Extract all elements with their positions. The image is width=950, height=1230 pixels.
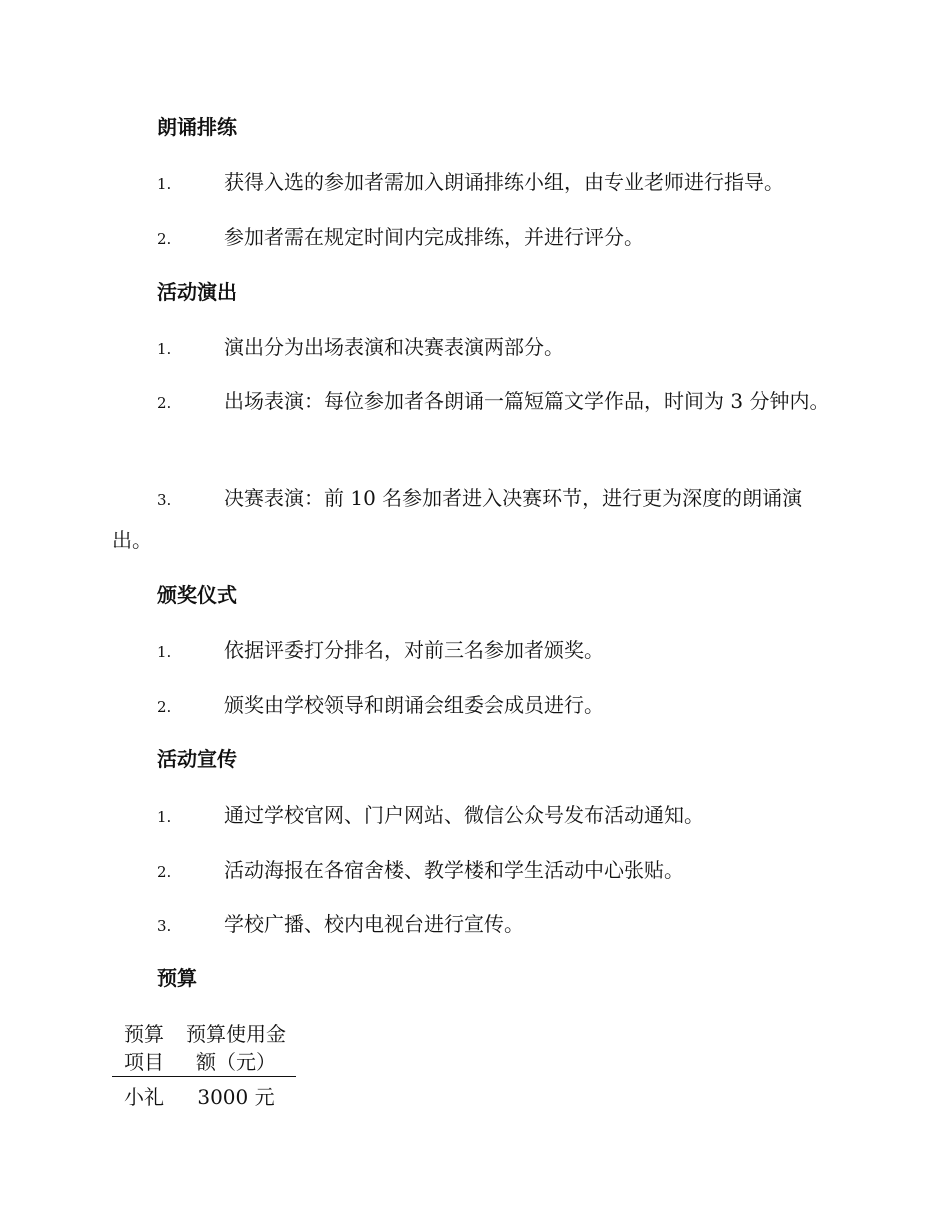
list-number: 1. [157,175,172,193]
list-number: 2. [157,863,172,881]
table-header-amount: 预算使用金额（元） [186,1022,286,1074]
list-text: 出场表演：每位参加者各朗诵一篇短篇文学作品，时间为 3 分钟内。 [224,389,830,413]
list-item [112,381,832,423]
list-number: 2. [157,230,172,248]
list-number: 3. [157,491,172,509]
list-text: 获得入选的参加者需加入朗诵排练小组，由专业老师进行指导。 [224,170,784,194]
list-number: 2. [157,394,172,412]
table-header-row [112,1020,296,1077]
list-item [112,217,832,259]
list-number: 2. [157,698,172,716]
list-item [112,327,832,369]
list-number: 1. [157,808,172,826]
list-text: 通过学校官网、门户网站、微信公众号发布活动通知。 [224,803,704,827]
list-text: 颁奖由学校领导和朗诵会组委会成员进行。 [224,693,604,717]
section-heading-awards: 颁奖仪式 [157,583,237,607]
list-item [112,904,832,946]
section-heading-rehearsal: 朗诵排练 [157,115,237,139]
table-row [112,1077,296,1112]
list-text: 依据评委打分排名，对前三名参加者颁奖。 [224,638,604,662]
list-item [112,795,832,837]
list-item [112,685,832,727]
list-text: 参加者需在规定时间内完成排练，并进行评分。 [224,225,644,249]
list-text: 决赛表演：前 10 名参加者进入决赛环节，进行更为深度的朗诵演出。 [112,486,803,552]
list-text: 学校广播、校内电视台进行宣传。 [224,912,524,936]
table-cell-amount: 3000 元 [197,1085,275,1109]
list-item [112,478,832,560]
list-text: 演出分为出场表演和决赛表演两部分。 [224,335,564,359]
list-item [112,630,832,672]
budget-table [112,1020,296,1111]
list-item [112,850,832,892]
table-cell-item: 小礼 [124,1085,164,1109]
list-number: 1. [157,643,172,661]
section-heading-publicity: 活动宣传 [157,747,237,771]
table-header-item: 预算项目 [124,1022,164,1074]
section-heading-performance: 活动演出 [157,280,237,304]
section-heading-budget: 预算 [157,966,197,990]
list-number: 1. [157,340,172,358]
list-number: 3. [157,917,172,935]
list-item [112,162,832,204]
list-text: 活动海报在各宿舍楼、教学楼和学生活动中心张贴。 [224,858,684,882]
